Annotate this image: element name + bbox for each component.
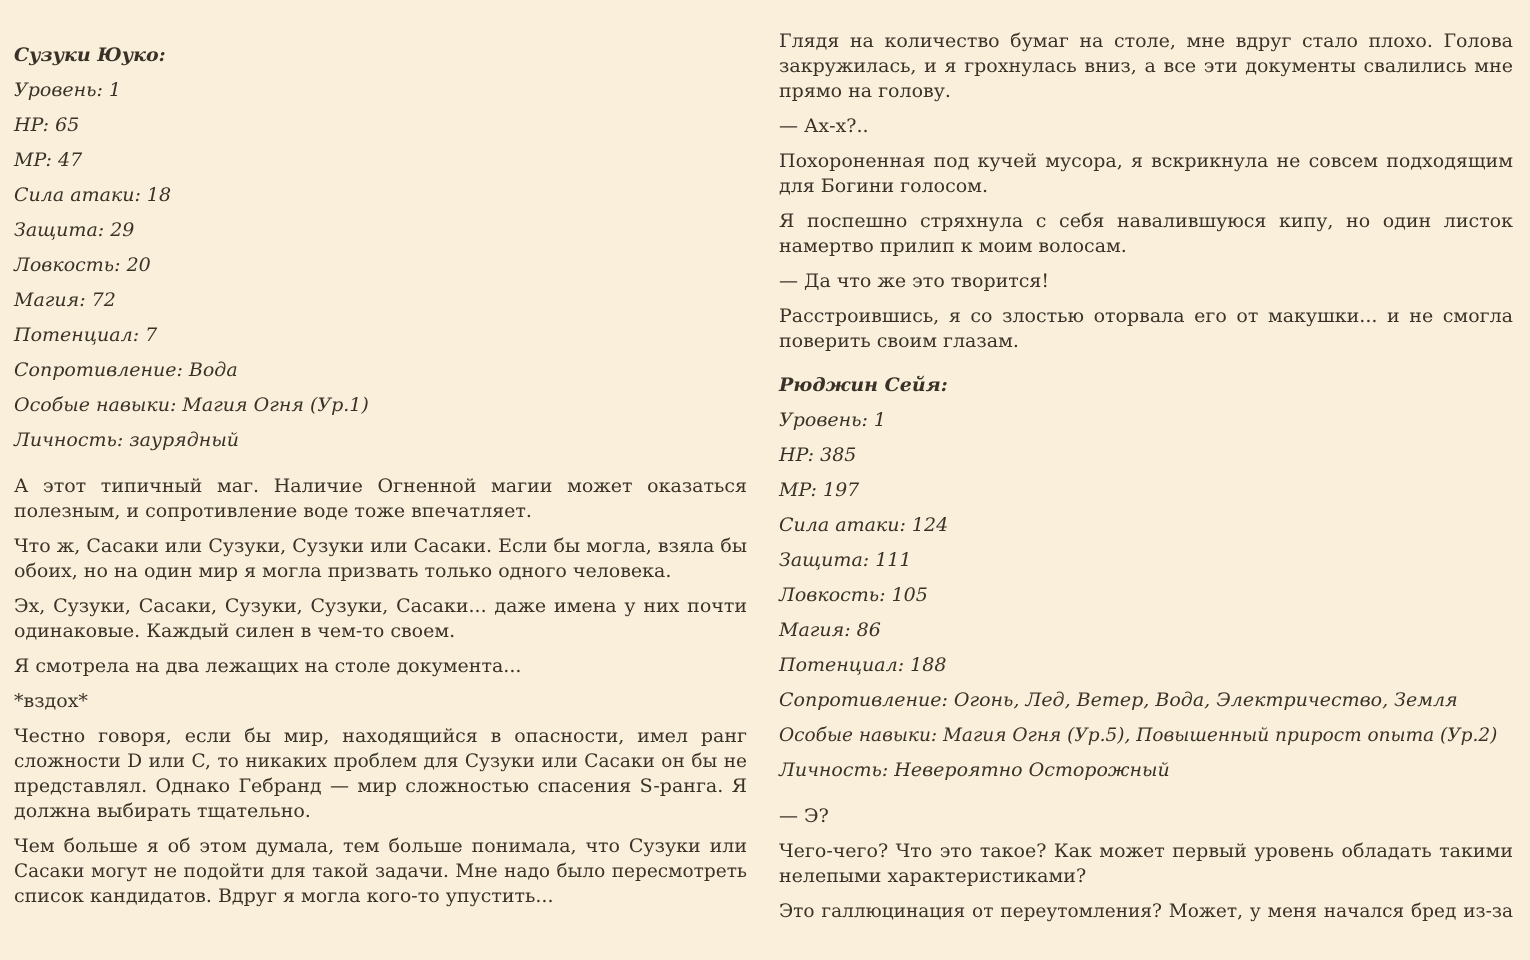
paragraph-line: Глядя на количество бумаг на столе, мне вдруг стало плохо. Голова: [779, 30, 1513, 52]
stat-potential: Потенциал: 7: [14, 324, 158, 346]
stat-level: Уровень: 1: [14, 79, 122, 101]
paragraph-line: Чего-чего? Что это такое? Как может первый уровень обладать такими: [779, 840, 1513, 862]
paragraph-line: А этот типичный маг. Наличие Огненной магии может оказаться: [14, 475, 747, 497]
stat-resistance: Сопротивление: Огонь, Лед, Ветер, Вода, Электричество, Земля: [779, 689, 1458, 711]
stat-magic: Магия: 86: [779, 619, 881, 641]
paragraph-line: обоих, но на один мир я могла призвать только одного человека.: [14, 560, 672, 582]
paragraph-line: сложности D или C, то никаких проблем для Сузуки или Сасаки он бы не: [14, 751, 747, 772]
stat-skills: Особые навыки: Магия Огня (Ур.5), Повышенный прирост опыта (Ур.2): [779, 725, 1498, 746]
paragraph-line: — Да что же это творится!: [779, 270, 1050, 292]
stat-defense: Защита: 29: [14, 219, 135, 241]
paragraph-line: закружилась, и я грохнулась вниз, а все эти документы свалились мне: [779, 55, 1513, 77]
paragraph-line: намертво прилип к моим волосам.: [779, 235, 1127, 257]
paragraph-line: поверить своим глазам.: [779, 330, 1019, 352]
paragraph-line: — Ах-х?..: [779, 115, 869, 137]
paragraph-line: Похороненная под кучей мусора, я вскрикнула не совсем подходящим: [779, 150, 1513, 172]
stat-mp: MP: 47: [14, 149, 83, 171]
stat-hp: HP: 385: [779, 444, 857, 466]
paragraph-line: полезным, и сопротивление воде тоже впечатляет.: [14, 500, 532, 522]
stat-attack: Сила атаки: 18: [14, 184, 172, 206]
stat-personality: Личность: Невероятно Осторожный: [779, 759, 1170, 781]
paragraph-line: Честно говоря, если бы мир, находящийся в опасности, имел ранг: [14, 725, 747, 747]
paragraph-line: нелепыми характеристиками?: [779, 865, 1087, 887]
paragraph-line: список кандидатов. Вдруг я могла кого-то упустить...: [14, 885, 554, 907]
paragraph-line: для Богини голосом.: [779, 175, 988, 197]
paragraph-line: Это галлюцинация от переутомления? Может, у меня начался бред из-за: [779, 901, 1513, 922]
paragraph-line: *вздох*: [14, 690, 88, 712]
stat-potential: Потенциал: 188: [779, 654, 947, 676]
paragraph-line: Чем больше я об этом думала, тем больше понимала, что Сузуки или: [14, 835, 747, 857]
character-name-heading: Рюджин Сейя:: [779, 374, 948, 396]
paragraph-line: одинаковые. Каждый силен в чем-то своем.: [14, 620, 456, 642]
paragraph-line: представлял. Однако Гебранд — мир сложностью спасения S-ранга. Я: [14, 775, 747, 797]
paragraph-line: Расстроившись, я со злостью оторвала его от макушки... и не смогла: [779, 305, 1513, 327]
paragraph-line: — Э?: [779, 805, 829, 827]
stat-personality: Личность: заурядный: [14, 429, 240, 451]
character-name-heading: Сузуки Юуко:: [14, 44, 166, 66]
paragraph-line: Сасаки могут не подойти для такой задачи. Мне надо было пересмотреть: [14, 861, 747, 882]
stat-level: Уровень: 1: [779, 409, 887, 431]
stat-mp: MP: 197: [779, 479, 860, 501]
paragraph-line: Я смотрела на два лежащих на столе документа...: [14, 655, 522, 677]
stat-magic: Магия: 72: [14, 289, 116, 311]
paragraph-line: Я поспешно стряхнула с себя навалившуюся кипу, но один листок: [779, 210, 1513, 232]
stat-resistance: Сопротивление: Вода: [14, 359, 238, 381]
paragraph-line: должна выбирать тщательно.: [14, 800, 311, 822]
stat-skills: Особые навыки: Магия Огня (Ур.1): [14, 394, 369, 416]
paragraph-line: Что ж, Сасаки или Сузуки, Сузуки или Сасаки. Если бы могла, взяла бы: [14, 535, 747, 557]
paragraph-line: Эх, Сузуки, Сасаки, Сузуки, Сузуки, Сасаки... даже имена у них почти: [14, 595, 747, 617]
stat-attack: Сила атаки: 124: [779, 514, 949, 536]
stat-agility: Ловкость: 20: [14, 254, 151, 276]
paragraph-line: прямо на голову.: [779, 80, 951, 102]
stat-hp: HP: 65: [14, 114, 80, 136]
stat-defense: Защита: 111: [779, 549, 912, 571]
stat-agility: Ловкость: 105: [779, 584, 928, 606]
